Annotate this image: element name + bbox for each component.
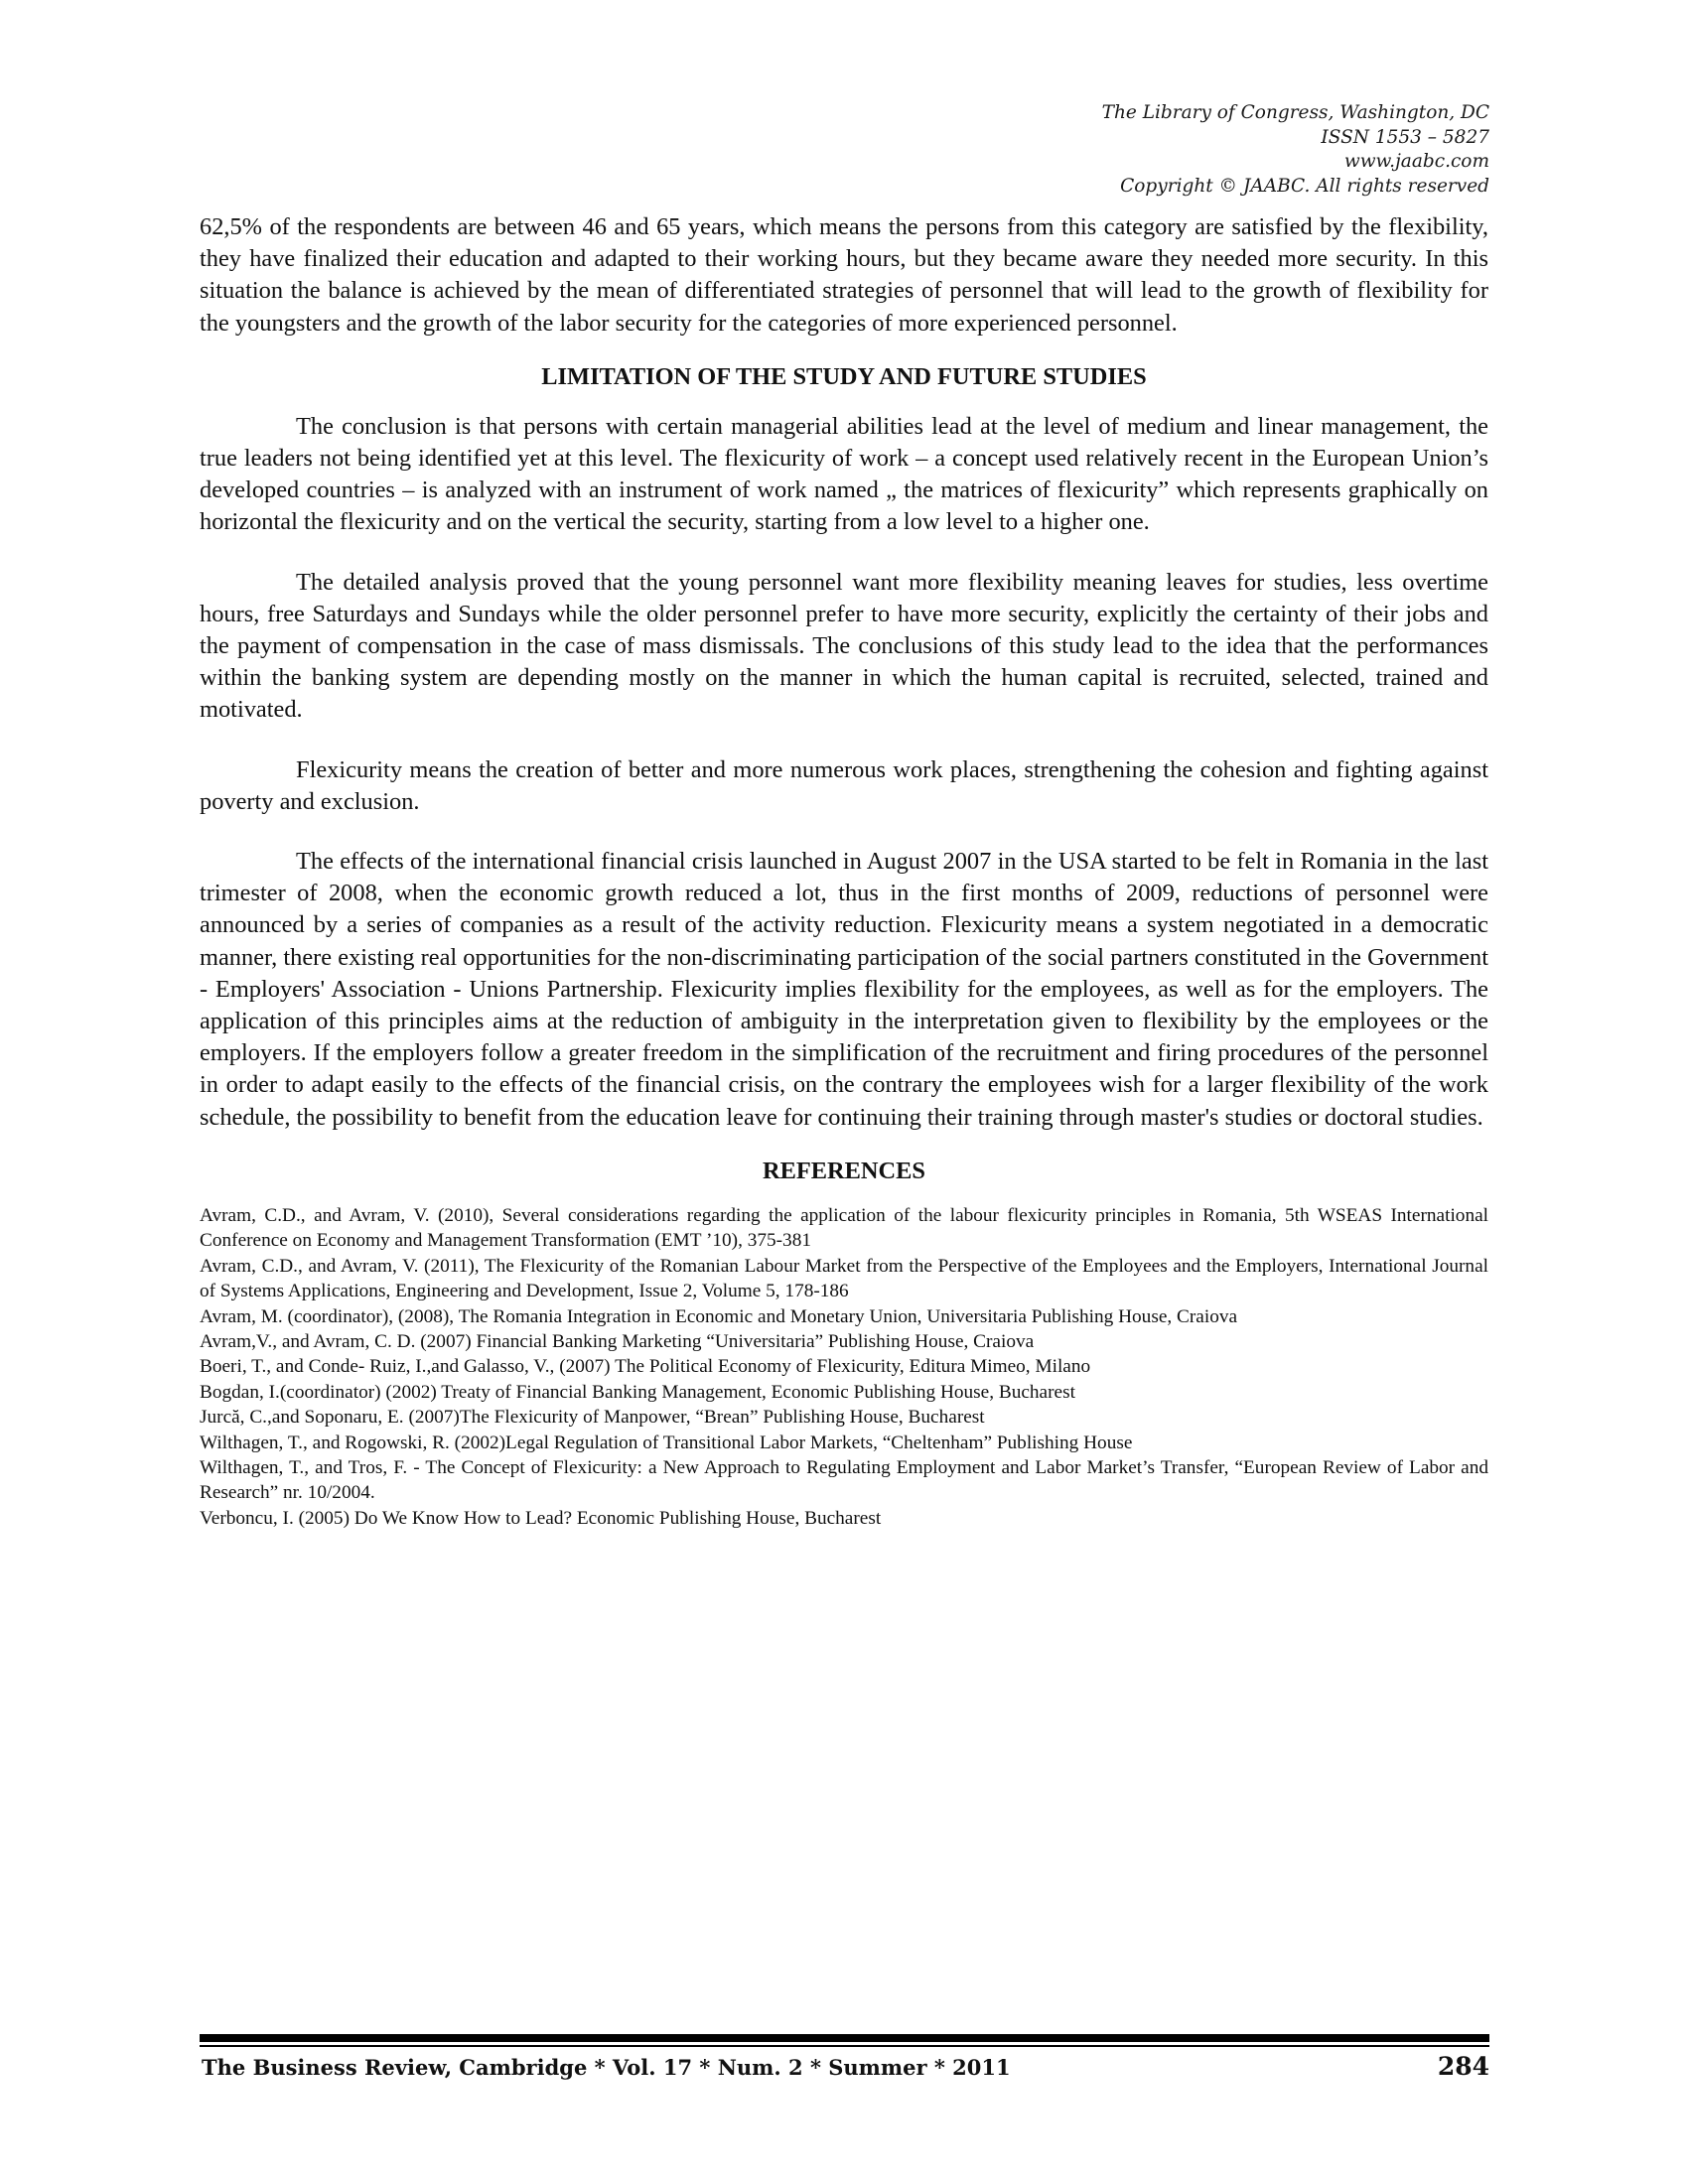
header-website-line: www.jaabc.com <box>1343 151 1489 173</box>
reference-item: Bogdan, I.(coordinator) (2002) Treaty of Financial Banking Management, Economic Publishing House, Bucharest <box>200 1381 1075 1403</box>
footer-divider-thin <box>200 2045 1489 2047</box>
section-heading-limitations: LIMITATION OF THE STUDY AND FUTURE STUDIES <box>541 362 1147 390</box>
reference-item: Avram, C.D., and Avram, V. (2010), Several considerations regarding the application of the labour flexicurity principles in Romania, 5th WSEAS International Conference on Economy and Management Transformation (EMT ’10), 375-381 <box>200 1204 1488 1252</box>
paragraph-conclusion: The conclusion is that persons with certain managerial abilities lead at the level of medium and linear management, the true leaders not being identified yet at this level. The flexicurity of work – a concept used relatively recent in the European Union’s developed countries – is analyzed with an instrument of work named „ the matrices of flexicurity” which represents graphically on horizontal the flexicurity and on the vertical the security, starting from a low level to a higher one. <box>200 412 1488 536</box>
paragraph-financial-crisis: The effects of the international financial crisis launched in August 2007 in the USA started to be felt in Romania in the last trimester of 2008, when the economic growth reduced a lot, thus in the first months of 2009, reductions of personnel were announced by a series of companies as a result of the activity reduction. Flexicurity means a system negotiated in a democratic manner, there existing real opportunities for the non-discriminating participation of the social partners constituted in the Government - Employers' Association - Unions Partnership. Flexicurity implies flexibility for the employees, as well as for the employers. The application of this principles aims at the reduction of ambiguity in the interpretation given to flexibility by the employees or the employers. If the employers follow a greater freedom in the simplification of the recruitment and firing procedures of the personnel in order to adapt easily to the effects of the financial crisis, on the contrary the employees wish for a larger flexibility of the work schedule, the possibility to benefit from the education leave for continuing their training through master's studies or doctoral studies. <box>200 848 1488 1131</box>
reference-item: Wilthagen, T., and Rogowski, R. (2002)Legal Regulation of Transitional Labor Markets, “Cheltenham” Publishing House <box>200 1432 1133 1453</box>
reference-item: Boeri, T., and Conde- Ruiz, I.,and Galasso, V., (2007) The Political Economy of Flexicurity, Editura Mimeo, Milano <box>200 1356 1091 1378</box>
footer-journal-citation: The Business Review, Cambridge * Vol. 17 * Num. 2 * Summer * 2011 <box>202 2055 1011 2080</box>
reference-item: Wilthagen, T., and Tros, F. - The Concept of Flexicurity: a New Approach to Regulating Employment and Labor Market’s Transfer, “European Review of Labor and Research” nr. 10/2004. <box>200 1456 1488 1504</box>
header-copyright-line: Copyright © JAABC. All rights reserved <box>1120 175 1489 197</box>
running-header <box>1102 101 1489 199</box>
header-issn-line: ISSN 1553 – 5827 <box>1321 126 1489 148</box>
footer-divider-thick <box>200 2034 1489 2042</box>
footer-page-number: 284 <box>1437 2052 1489 2081</box>
reference-item: Avram,V., and Avram, C. D. (2007) Financial Banking Marketing “Universitaria” Publishing House, Craiova <box>200 1330 1035 1352</box>
paragraph-detailed-analysis: The detailed analysis proved that the young personnel want more flexibility meaning leaves for studies, less overtime hours, free Saturdays and Sundays while the older personnel prefer to have more security, explicitly the certainty of their jobs and the payment of compensation in the case of mass dismissals. The conclusions of this study lead to the idea that the performances within the banking system are depending mostly on the manner in which the human capital is recruited, selected, trained and motivated. <box>200 568 1488 724</box>
article-body <box>200 211 1488 1531</box>
reference-list <box>200 1203 1488 1531</box>
header-library-line: The Library of Congress, Washington, DC <box>1101 102 1489 123</box>
reference-item: Avram, C.D., and Avram, V. (2011), The Flexicurity of the Romanian Labour Market from the Perspective of the Employees and the Employers, International Journal of Systems Applications, Engineering and Development, Issue 2, Volume 5, 178-186 <box>200 1255 1488 1302</box>
reference-item: Avram, M. (coordinator), (2008), The Romania Integration in Economic and Monetary Union, Universitaria Publishing House, Craiova <box>200 1305 1238 1327</box>
paragraph-respondents: 62,5% of the respondents are between 46 and 65 years, which means the persons from this category are satisfied by the flexibility, they have finalized their education and adapted to their working hours, but they became aware they needed more security. In this situation the balance is achieved by the mean of differentiated strategies of personnel that will lead to the growth of flexibility for the youngsters and the growth of the labor security for the categories of more experienced personnel. <box>200 213 1488 337</box>
reference-item: Jurcă, C.,and Soponaru, E. (2007)The Flexicurity of Manpower, “Brean” Publishing House, Bucharest <box>200 1407 985 1429</box>
section-heading-references: REFERENCES <box>763 1157 925 1184</box>
reference-item: Verboncu, I. (2005) Do We Know How to Lead? Economic Publishing House, Bucharest <box>200 1507 882 1529</box>
paragraph-flexicurity-definition: Flexicurity means the creation of better and more numerous work places, strengthening the cohesion and fighting against poverty and exclusion. <box>200 755 1488 815</box>
